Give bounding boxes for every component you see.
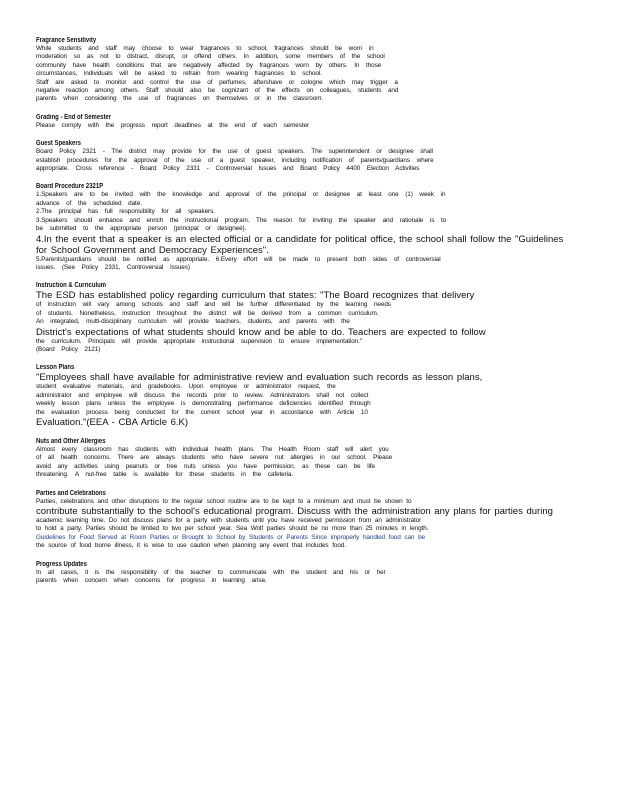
section-guest-speakers bbox=[36, 139, 584, 173]
text-line: Board Policy 2321 - The district may provide for the use of guest speakers. The superintendent or designee shall bbox=[36, 148, 433, 156]
text-line: 5.Parents/guardians should be notified as appropriate. 6.Every effort will be made to present both sides of controversial bbox=[36, 255, 441, 263]
text-line: In all cases, it is the responsibility of the teacher to communicate with the student and his or her bbox=[36, 568, 386, 576]
text-line: 4.In the event that a speaker is an elected official or a candidate for political office, the school shall follow the "Guidelines bbox=[36, 233, 564, 245]
section-grading bbox=[36, 113, 584, 130]
text-line: the evaluation process being conducted for the current school year in accordance with Article 10 bbox=[36, 408, 368, 416]
section-nuts-allergies bbox=[36, 437, 584, 480]
section-heading: Nuts and Other Allergies bbox=[36, 437, 106, 445]
text-line: student evaluative materials, and gradebooks. Upon employee or administrator request, the bbox=[36, 383, 336, 391]
text-line: parents when considering the use of fragrances on themselves or in the classroom. bbox=[36, 95, 324, 103]
section-heading: Instruction & Curriculum bbox=[36, 282, 107, 290]
text-line: be submitted to the appropriate person (principal or designee). bbox=[36, 225, 247, 233]
section-parties-celebrations bbox=[36, 489, 584, 551]
section-progress-updates bbox=[36, 560, 584, 586]
section-fragrance bbox=[36, 36, 584, 104]
section-board-procedure bbox=[36, 182, 584, 272]
text-line: to hold a party. Parties should be limited to two per school year. Sea Wolf parties should be no more than 25 minutes in length. bbox=[36, 525, 429, 533]
text-line: circumstances, individuals will be asked to refrain from wearing fragrances to school. bbox=[36, 70, 322, 78]
document-page bbox=[36, 36, 584, 594]
text-line: While students and staff may choose to wear fragrances to school, fragrances should be worn in bbox=[36, 45, 374, 52]
text-line: negative reaction among others. Staff should also be cognizant of the effects on colleagues, students and bbox=[36, 87, 399, 95]
text-line: community have health conditions that are negatively affected by fragrances worn by others. In those bbox=[36, 61, 382, 69]
text-line: of all health concerns. There are always students who have severe nut allergies in our school. Please bbox=[36, 454, 393, 462]
section-lesson-plans bbox=[36, 363, 584, 428]
text-line: Parties, celebrations and other disruptions to the regular school routine are to be kept to a minimum and must be shown to bbox=[36, 497, 412, 505]
text-line: contribute substantially to the school's educational program. Discuss with the administration any plans for parties during bbox=[36, 506, 553, 517]
text-line: avoid any activities using peanuts or tree nuts unless you have permission, as these can be life bbox=[36, 462, 375, 470]
text-line: administrator and employee will discuss the records prior to review. Administrators shall not collect bbox=[36, 391, 369, 399]
text-line: moderation so as not to distract, disrupt, or offend others. In addition, some members of the school bbox=[36, 53, 385, 61]
text-line: 3.Speakers should enhance and enrich the instructional program. The reason for inviting the speaker and rationale is to bbox=[36, 216, 447, 224]
text-line: Evaluation."(EEA - CBA Article 6.K) bbox=[36, 416, 189, 428]
section-heading: Guest Speakers bbox=[36, 140, 81, 148]
text-line: Almost every classroom has students with individual health plans. The Health Room staff will alert you bbox=[36, 445, 389, 453]
text-line: 2.The principal has full responsibility for all speakers. bbox=[36, 208, 215, 216]
section-heading: Lesson Plans bbox=[36, 364, 75, 372]
text-line: of students. Nonetheless, instruction throughout the district will be derived from a common curriculum. bbox=[36, 309, 379, 317]
text-line: Please comply with the progress report deadlines at the end of each semester bbox=[36, 121, 309, 129]
text-line: for School Government and Democracy Experiences". bbox=[36, 244, 269, 256]
text-line: parents when concern when concerns for progress in learning arise. bbox=[36, 577, 267, 585]
text-line: appropriate. Cross reference - Board Policy 2331 - Controversial Issues and Board Policy 4400 Election Activities bbox=[36, 165, 420, 173]
section-heading: Parties and Celebrations bbox=[36, 489, 106, 497]
text-line: The ESD has established policy regarding curriculum that states: "The Board recognizes that delivery bbox=[36, 290, 475, 302]
section-heading: Grading - End of Semester bbox=[36, 113, 112, 121]
section-heading: Fragrance Sensitivity bbox=[36, 37, 97, 44]
text-line: Guidelines for Food Served at Room Parties or Brought to School by Students or Parents Since improperly handled food can be bbox=[36, 533, 425, 541]
text-line: academic learning time. Do not discuss plans for a party with students until you have received permission from an administrator bbox=[36, 517, 422, 524]
text-line: 1.Speakers are to be invited with the knowledge and approval of the principal or designee at least one (1) week in bbox=[36, 191, 446, 199]
text-line: advance of the scheduled date. bbox=[36, 199, 142, 207]
text-line: weekly lesson plans unless the employee is demonstrating performance deficiencies identified through bbox=[36, 400, 371, 408]
section-heading: Board Procedure 2321P bbox=[36, 183, 104, 191]
section-instruction-curriculum bbox=[36, 281, 584, 354]
text-line: (Board Policy 2121) bbox=[36, 345, 101, 353]
section-heading: Progress Updates bbox=[36, 560, 87, 568]
text-line: An integrated, multi-disciplinary curriculum will provide teachers, students, and parents with the bbox=[36, 318, 350, 326]
text-line: the curriculum. Principals will provide appropriate instructional supervision to ensure implementation." bbox=[36, 337, 363, 345]
text-line: establish procedures for the approval of the use of a guest speaker, including notification of parents/guardians where bbox=[36, 156, 434, 164]
text-line: "Employees shall have available for administrative review and evaluation such records as lesson plans, bbox=[36, 372, 483, 384]
text-line: threatening. A nut-free table is available for these students in the cafeteria. bbox=[36, 471, 294, 479]
text-line: Staff are asked to monitor and control the use of perfumes, aftershave or cologne which may trigger a bbox=[36, 78, 398, 86]
text-line: District's expectations of what students should know and be able to do. Teachers are expected to follow bbox=[36, 326, 486, 338]
text-line: the source of food borne illness, it is wise to use caution when planning any event that includes food. bbox=[36, 542, 346, 550]
text-line: of instruction will vary among schools and staff and will be further differentiated by the learning needs bbox=[36, 301, 391, 309]
text-line: issues. (See Policy 2331, Controversial Issues) bbox=[36, 263, 190, 271]
